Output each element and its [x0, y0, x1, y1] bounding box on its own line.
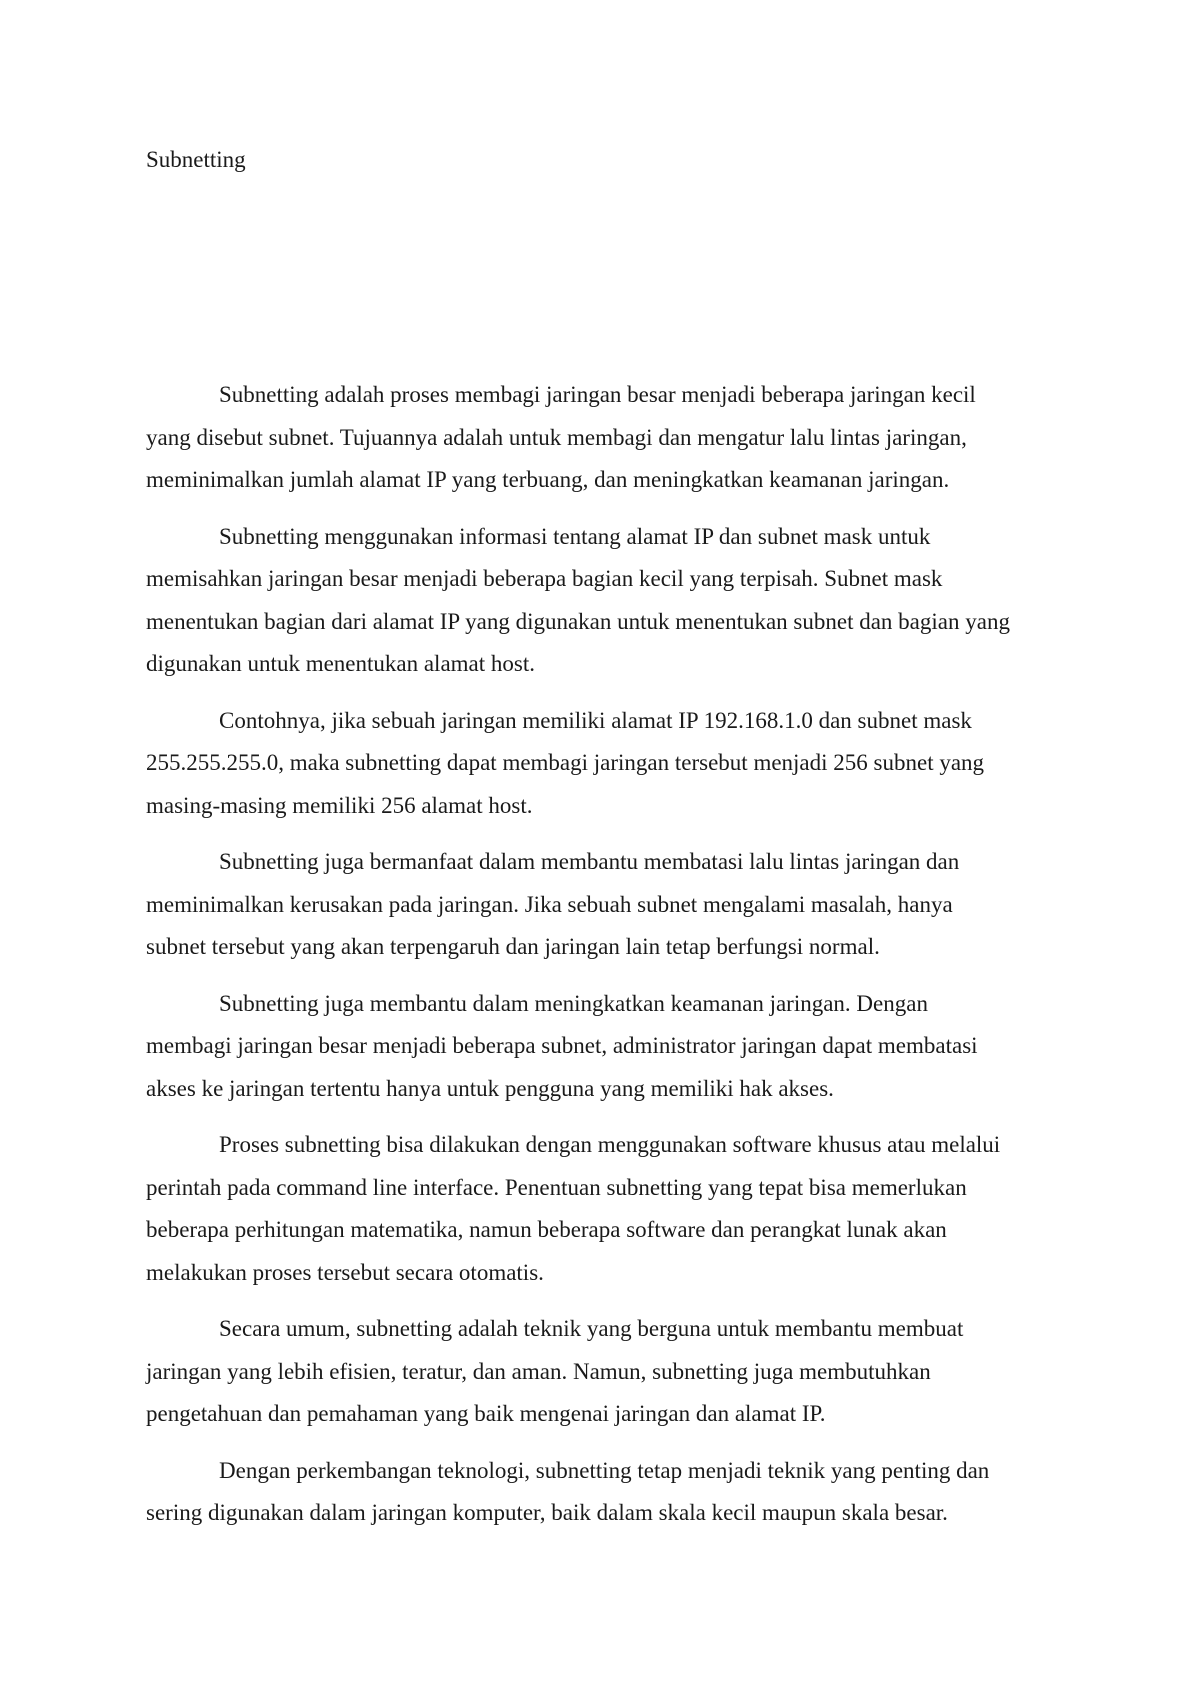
- paragraph-2: [146, 516, 1066, 686]
- paragraph-line: digunakan untuk menentukan alamat host.: [146, 651, 535, 676]
- paragraph-line: Contohnya, jika sebuah jaringan memiliki alamat IP 192.168.1.0 dan subnet mask: [219, 707, 972, 733]
- paragraph-line: Subnetting adalah proses membagi jaringan besar menjadi beberapa jaringan kecil: [219, 382, 976, 407]
- document-body: [146, 374, 1066, 1549]
- paragraph-line: menentukan bagian dari alamat IP yang digunakan untuk menentukan subnet dan bagian yang: [146, 608, 1010, 634]
- paragraph-line: Subnetting juga membantu dalam meningkatkan keamanan jaringan. Dengan: [219, 990, 928, 1016]
- paragraph-line: membagi jaringan besar menjadi beberapa subnet, administrator jaringan dapat membatasi: [146, 1033, 978, 1058]
- paragraph-line: yang disebut subnet. Tujuannya adalah untuk membagi dan mengatur lalu lintas jaringan,: [146, 424, 967, 450]
- paragraph-line: Subnetting menggunakan informasi tentang alamat IP dan subnet mask untuk: [219, 523, 931, 549]
- paragraph-7: [146, 1308, 1066, 1436]
- paragraph-line: masing-masing memiliki 256 alamat host.: [146, 792, 533, 818]
- paragraph-1: [146, 374, 1066, 502]
- paragraph-line: melakukan proses tersebut secara otomatis.: [146, 1259, 544, 1285]
- paragraph-line: sering digunakan dalam jaringan komputer, baik dalam skala kecil maupun skala besar.: [146, 1500, 948, 1525]
- paragraph-5: [146, 983, 1066, 1111]
- paragraph-line: Subnetting juga bermanfaat dalam membantu membatasi lalu lintas jaringan dan: [219, 849, 960, 874]
- paragraph-line: meminimalkan jumlah alamat IP yang terbuang, dan meningkatkan keamanan jaringan.: [146, 467, 950, 492]
- paragraph-line: memisahkan jaringan besar menjadi beberapa bagian kecil yang terpisah. Subnet mask: [146, 566, 943, 591]
- paragraph-line: jaringan yang lebih efisien, teratur, dan aman. Namun, subnetting juga membutuhkan: [146, 1358, 931, 1384]
- paragraph-line: pengetahuan dan pemahaman yang baik mengenai jaringan dan alamat IP.: [146, 1401, 826, 1426]
- paragraph-line: beberapa perhitungan matematika, namun beberapa software dan perangkat lunak akan: [146, 1217, 947, 1242]
- paragraph-8: [146, 1450, 1066, 1535]
- paragraph-line: perintah pada command line interface. Penentuan subnetting yang tepat bisa memerlukan: [146, 1174, 967, 1200]
- document-title: Subnetting: [146, 147, 246, 172]
- paragraph-6: [146, 1124, 1066, 1294]
- paragraph-line: Dengan perkembangan teknologi, subnetting tetap menjadi teknik yang penting dan: [219, 1457, 990, 1483]
- paragraph-line: akses ke jaringan tertentu hanya untuk pengguna yang memiliki hak akses.: [146, 1075, 834, 1101]
- paragraph-3: [146, 700, 1066, 828]
- paragraph-line: subnet tersebut yang akan terpengaruh dan jaringan lain tetap berfungsi normal.: [146, 934, 880, 959]
- paragraph-line: Secara umum, subnetting adalah teknik yang berguna untuk membantu membuat: [219, 1316, 964, 1341]
- paragraph-line: meminimalkan kerusakan pada jaringan. Jika sebuah subnet mengalami masalah, hanya: [146, 891, 953, 917]
- paragraph-line: Proses subnetting bisa dilakukan dengan menggunakan software khusus atau melalui: [219, 1132, 1001, 1157]
- paragraph-4: [146, 841, 1066, 969]
- paragraph-line: 255.255.255.0, maka subnetting dapat membagi jaringan tersebut menjadi 256 subnet yang: [146, 750, 985, 775]
